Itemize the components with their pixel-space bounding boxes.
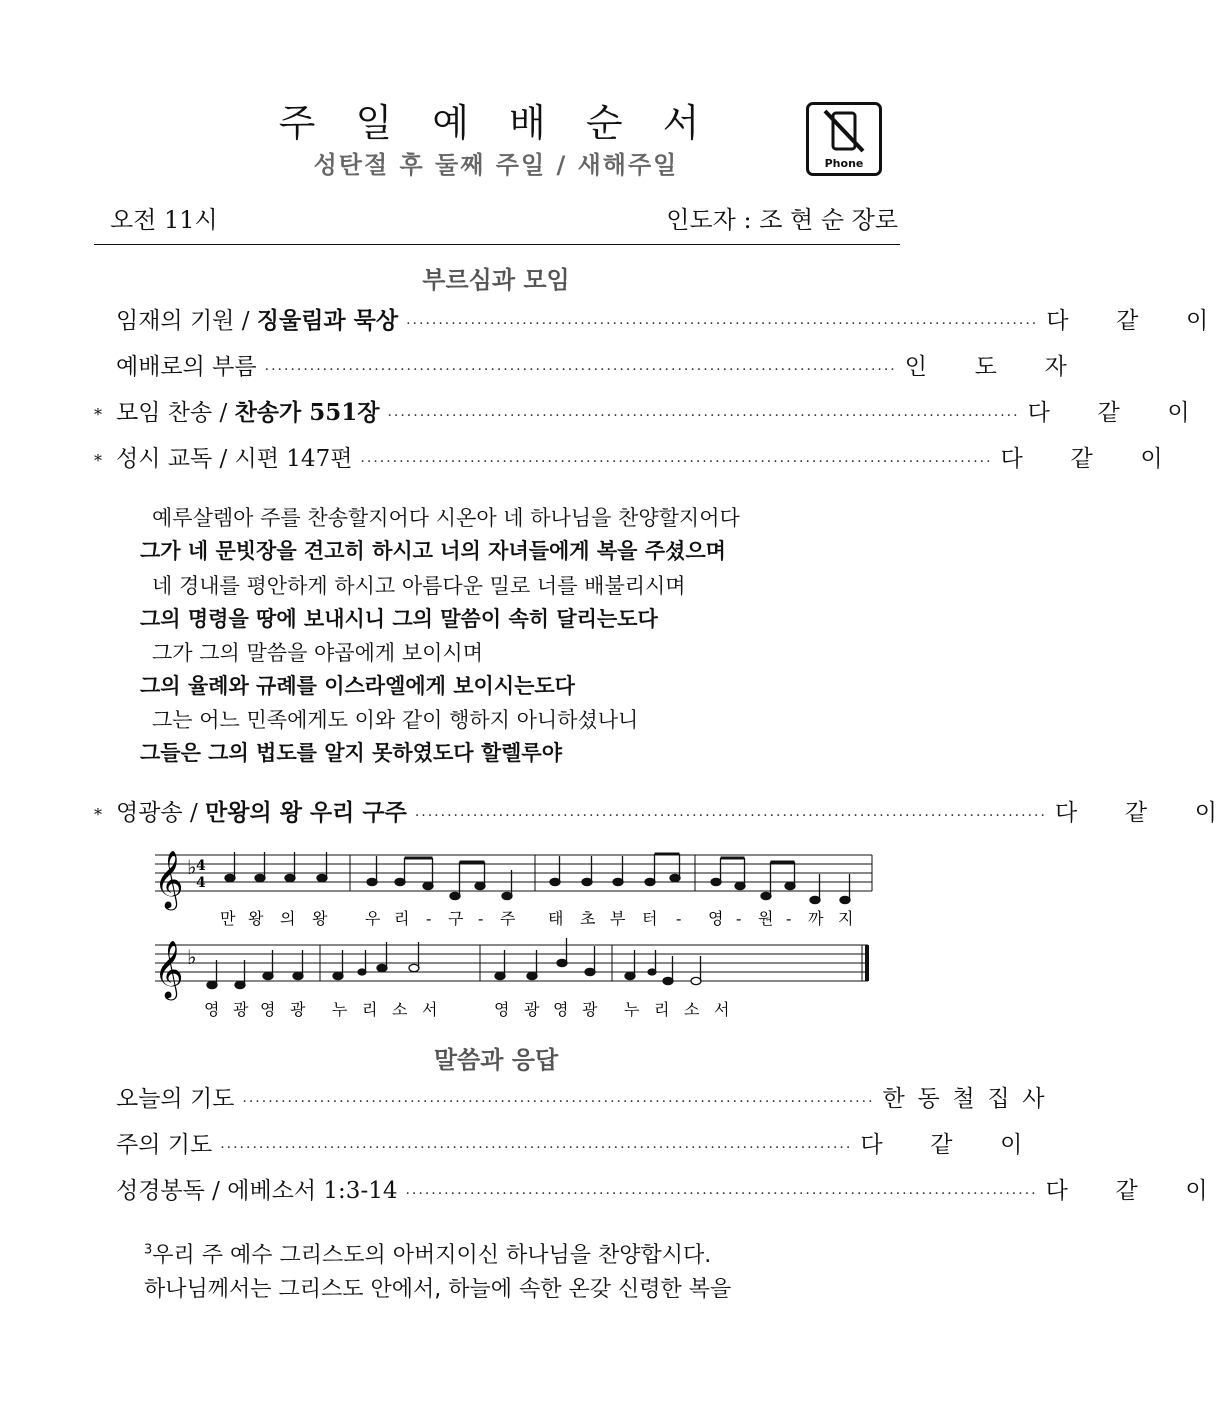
scripture-line: 하나님께서는 그리스도 안에서, 하늘에 속한 온갖 신령한 복을 (144, 1277, 732, 1302)
item-performer: 다 같 이 (860, 1132, 1023, 1158)
item-performer: 인 도 자 (904, 354, 1067, 380)
item-performer: 다 같 이 (1054, 800, 1217, 826)
lyric-syllable: 광 (524, 1000, 540, 1019)
lyric-syllable: 누 (624, 1000, 640, 1019)
star-marker: * (94, 451, 102, 470)
lyric-syllable: 터 (642, 909, 658, 928)
section-title-gathering: 부르심과 모임 (422, 266, 570, 294)
order-item-scripture-reading (94, 1172, 1208, 1206)
lyric-syllable: - (426, 909, 432, 928)
psalm-line-leader: 네 경내를 평안하게 하시고 아름다운 밀로 너를 배불리시며 (152, 574, 686, 598)
lyric-syllable: 리 (654, 1000, 670, 1019)
psalm-line-response: 그의 명령을 땅에 보내시니 그의 말씀이 속히 달리는도다 (140, 607, 658, 631)
lyric-syllable: 만 (220, 909, 236, 928)
lyric-syllable: 리 (362, 1000, 378, 1019)
item-label: 성경봉독 / 에베소서 1:3-14 (116, 1178, 398, 1204)
item-label: 모임 찬송 / 찬송가 551장 (116, 399, 380, 426)
order-item-responsive-reading (94, 440, 1163, 474)
service-time: 오전 11시 (110, 206, 218, 234)
section-title-word: 말씀과 응답 (433, 1046, 559, 1074)
lyric-syllable: 주 (500, 909, 516, 928)
lyric-syllable: 왕 (312, 909, 328, 928)
lyric-syllable: 광 (290, 1000, 306, 1019)
header-divider (94, 244, 900, 245)
lyric-syllable: 소 (392, 1000, 408, 1019)
order-item-opening-hymn (94, 394, 1190, 428)
lyric-syllable: 초 (580, 909, 596, 928)
item-label: 예배로의 부름 (116, 354, 257, 380)
page-subtitle: 성탄절 후 둘째 주일 / 새해주일 (313, 151, 679, 179)
svg-text:♭: ♭ (187, 855, 197, 879)
lyric-syllable: 리 (394, 909, 410, 928)
item-label: 임재의 기원 / 징울림과 묵상 (116, 307, 399, 334)
lyric-syllable: 영 (494, 1000, 510, 1019)
scripture-line: $^3$우리 주 예수 그리스도의 아버지이신 하나님을 찬양합시다. (144, 1242, 712, 1268)
psalm-line-leader: 그가 그의 말씀을 야곱에게 보이시며 (152, 641, 483, 665)
svg-text:♭: ♭ (187, 945, 197, 969)
lyric-syllable: 서 (714, 1000, 730, 1019)
lyric-syllable: - (736, 909, 742, 928)
item-label: 영광송 / 만왕의 왕 우리 구주 (116, 799, 407, 826)
lyric-syllable: 소 (684, 1000, 700, 1019)
lyric-syllable: - (676, 909, 682, 928)
lyric-syllable: 누 (332, 1000, 348, 1019)
lyric-syllable: 우 (365, 909, 381, 928)
item-performer: 다 같 이 (1045, 1178, 1208, 1204)
dot-leader: ·································································································· (406, 316, 1039, 332)
service-leader: 인도자 : 조 현 순 장로 (666, 206, 898, 234)
phone-off-icon (806, 102, 882, 176)
order-item-prayer (94, 1080, 1045, 1114)
lyric-syllable: 서 (422, 1000, 438, 1019)
item-label: 오늘의 기도 (116, 1086, 235, 1112)
order-item-gloria (94, 794, 1217, 828)
dot-leader: ·································································································· (242, 1094, 875, 1110)
page-title: 주 일 예 배 순 서 (278, 101, 714, 145)
lyric-syllable: 지 (838, 909, 854, 928)
phone-label: Phone (824, 157, 864, 170)
lyric-syllable: 왕 (248, 909, 264, 928)
lyric-syllable: - (478, 909, 484, 928)
svg-text:4: 4 (196, 858, 206, 874)
lyric-syllable: 의 (280, 909, 296, 928)
psalm-line-leader: 예루살렘아 주를 찬송할지어다 시온아 네 하나님을 찬양할지어다 (152, 506, 740, 530)
lyric-syllable: 까 (808, 909, 824, 928)
lyric-syllable: 영 (708, 909, 724, 928)
psalm-line-response: 그의 율례와 규례를 이스라엘에게 보이시는도다 (140, 674, 575, 698)
svg-text:𝄞: 𝄞 (154, 850, 184, 908)
item-performer: 다 같 이 (1027, 400, 1190, 426)
lyric-syllable: 영 (553, 1000, 569, 1019)
psalm-line-response: 그들은 그의 법도를 알지 못하였도다 할렐루야 (140, 741, 562, 765)
lyric-syllable: 원 (758, 909, 774, 928)
item-performer: 다 같 이 (1000, 446, 1163, 472)
dot-leader: ·································································································· (360, 454, 993, 470)
lyric-syllable: 광 (582, 1000, 598, 1019)
dot-leader: ·································································································· (387, 408, 1020, 424)
order-item-lords-prayer (94, 1126, 1023, 1160)
dot-leader: ·································································································· (264, 362, 897, 378)
item-performer: 다 같 이 (1046, 308, 1209, 334)
lyric-syllable: 영 (204, 1000, 220, 1019)
lyric-syllable: 광 (233, 1000, 249, 1019)
psalm-line-response: 그가 네 문빗장을 견고히 하시고 너의 자녀들에게 복을 주셨으며 (140, 539, 726, 563)
gloria-sheet-music (150, 840, 880, 1030)
order-item-invocation (94, 302, 1209, 336)
dot-leader: ·································································································· (414, 808, 1047, 824)
dot-leader: ·································································································· (220, 1140, 853, 1156)
lyric-syllable: 구 (448, 909, 464, 928)
star-marker: * (94, 805, 102, 824)
item-performer: 한 동 철 집 사 (882, 1086, 1045, 1112)
item-label: 주의 기도 (116, 1132, 213, 1158)
lyric-syllable: 태 (548, 909, 564, 928)
verse-number: 3 (144, 1242, 153, 1258)
psalm-line-leader: 그는 어느 민족에게도 이와 같이 행하지 아니하셨나니 (152, 708, 639, 732)
lyric-syllable: 영 (260, 1000, 276, 1019)
lyric-syllable: - (786, 909, 792, 928)
order-item-call-to-worship (94, 348, 1067, 382)
lyric-syllable: 부 (610, 909, 626, 928)
item-label: 성시 교독 / 시편 147편 (116, 446, 353, 472)
svg-text:𝄞: 𝄞 (154, 940, 184, 998)
dot-leader: ·································································································· (405, 1186, 1038, 1202)
svg-text:4: 4 (196, 875, 206, 891)
star-marker: * (94, 405, 102, 424)
